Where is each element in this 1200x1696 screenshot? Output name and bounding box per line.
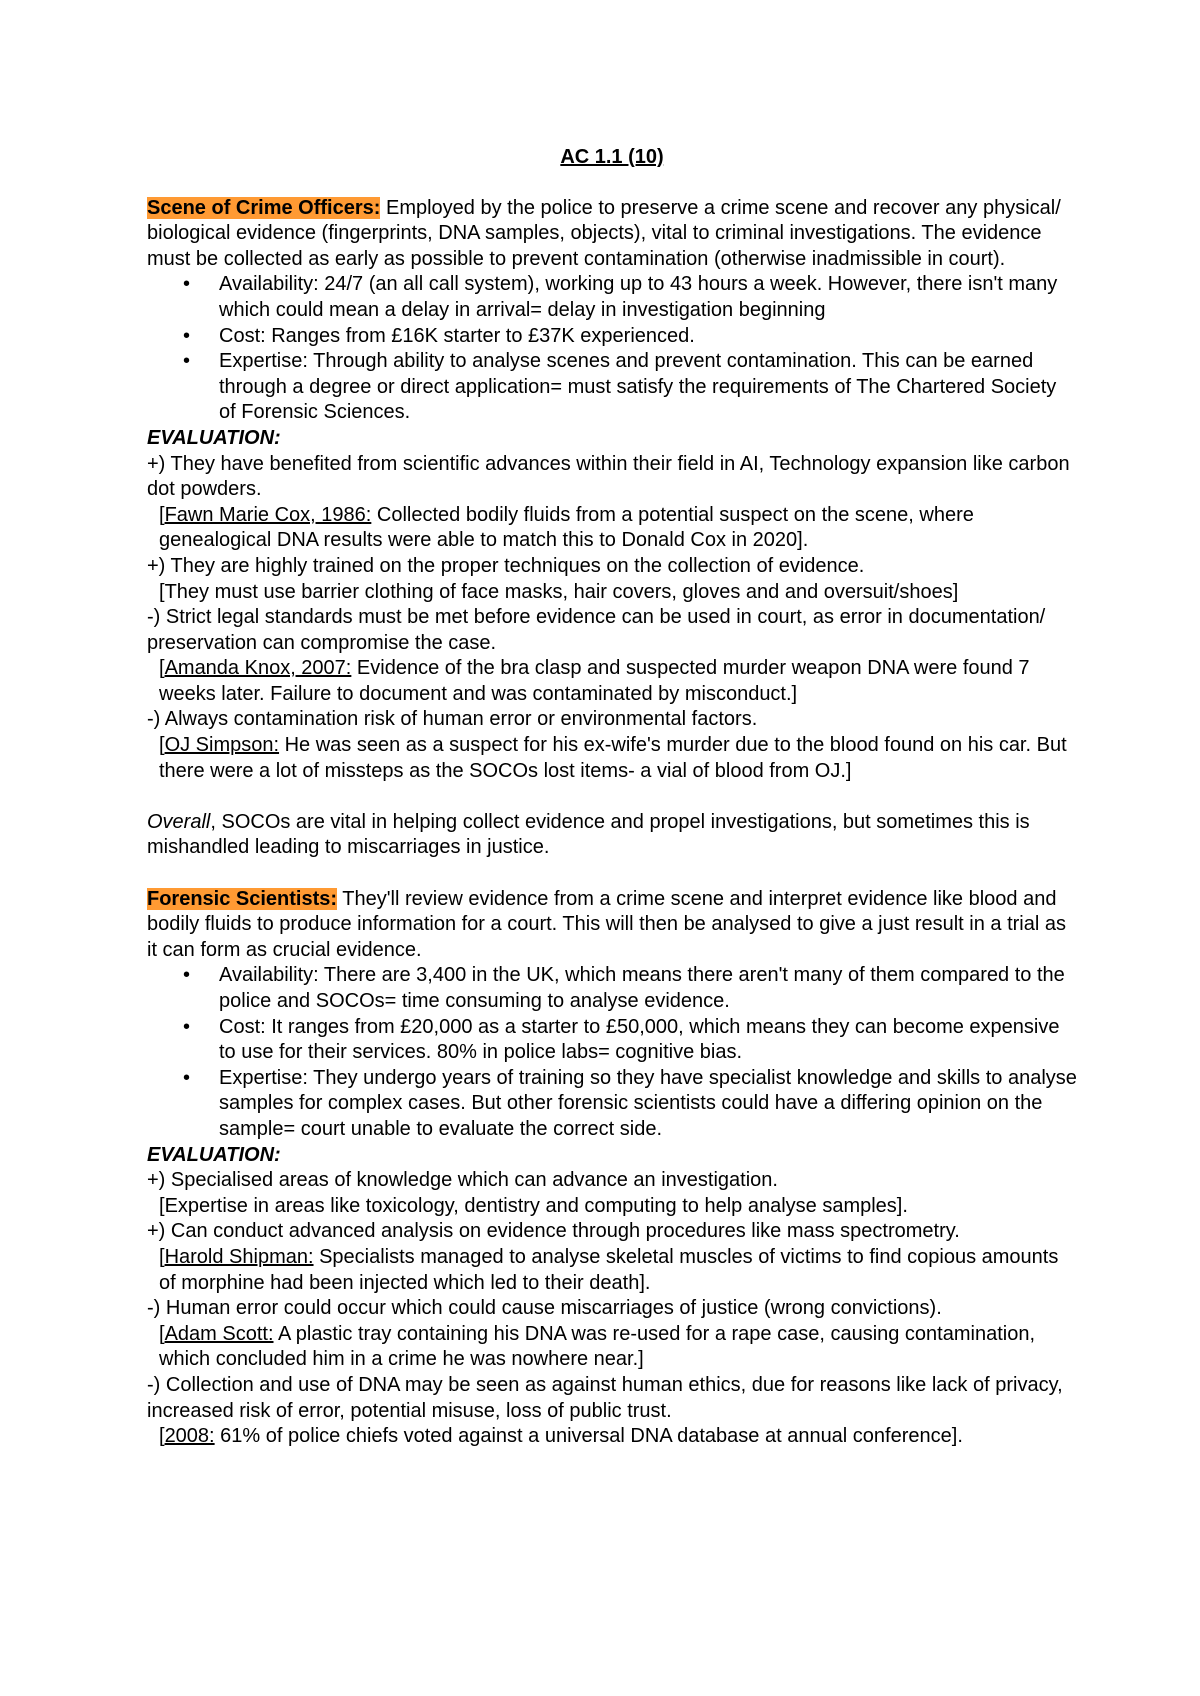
forensic-point-4: -) Collection and use of DNA may be seen as against human ethics, due for reasons like lack of privacy, increased risk of error, potential misuse, loss of public trust.: [147, 1373, 1063, 1422]
forensic-bullet-availability: • Availability: There are 3,400 in the UK, which means there aren't many of them compared to the police and SOCOs= time consuming to analyse evidence.: [147, 963, 1077, 1014]
forensic-intro: [147, 887, 1077, 964]
example-text: Expertise in areas like toxicology, dentistry and computing to help analyse samples].: [164, 1194, 908, 1217]
soco-point-4: -) Always contamination risk of human error or environmental factors.: [147, 708, 758, 731]
forensic-intro-text: They'll review evidence from a crime scene and interpret evidence like blood and bodily fluids to produce information for a court. This will then be analysed to give a just result in a trial as it can form as crucial evidence.: [147, 887, 1066, 961]
example-bracket: [: [159, 1322, 165, 1345]
forensic-point-1: +) Specialised areas of knowledge which can advance an investigation.: [147, 1169, 778, 1192]
example-label: OJ Simpson:: [164, 734, 280, 757]
soco-example-1: [147, 503, 1077, 554]
soco-bullet-availability: • Availability: 24/7 (an all call system), working up to 43 hours a week. However, there isn't many which could mean a delay in arrival= delay in investigation beginning: [147, 272, 1077, 323]
example-text: Collected bodily fluids from a potential suspect on the scene, where genealogical DNA results were able to match this to Donald Cox in 2020].: [159, 503, 974, 552]
forensic-bullet-expertise: • Expertise: They undergo years of training so they have specialist knowledge and skills to analyse samples for complex cases. But other forensic scientists could have a differing opinion on the sample= court unable to evaluate the correct side.: [147, 1066, 1077, 1143]
forensic-bullet-cost: • Cost: It ranges from £20,000 as a starter to £50,000, which means they can become expensive to use for their services. 80% in police labs= cognitive bias.: [147, 1015, 1077, 1066]
overall-label: Overall: [147, 810, 211, 833]
example-text: Evidence of the bra clasp and suspected murder weapon DNA were found 7 weeks later. Failure to document and was contaminated by misconduct.]: [159, 657, 1030, 705]
example-label: Harold Shipman:: [164, 1245, 314, 1268]
example-text: 61% of police chiefs voted against a universal DNA database at annual conference].: [214, 1425, 963, 1448]
soco-intro: [147, 196, 1077, 273]
forensic-point-3: -) Human error could occur which could cause miscarriages of justice (wrong convictions).: [147, 1297, 942, 1320]
example-bracket: [: [159, 734, 165, 757]
example-text: A plastic tray containing his DNA was re-used for a rape case, causing contamination, which concluded him in a crime he was nowhere near.]: [159, 1322, 1036, 1371]
example-label: Adam Scott:: [164, 1322, 274, 1345]
soco-bullet-expertise: • Expertise: Through ability to analyse scenes and prevent contamination. This can be earned through a degree or direct application= must satisfy the requirements of The Chartered Society of Forensic Sciences.: [147, 349, 1077, 426]
page-title: AC 1.1 (10): [560, 146, 664, 168]
soco-point-1: +) They have benefited from scientific advances within their field in AI, Technology expansion like carbon dot powders.: [147, 452, 1070, 501]
soco-bullet-list: [147, 272, 1077, 426]
spacer: [147, 784, 1077, 810]
forensic-example-4: [147, 1424, 1077, 1450]
example-bracket: [: [159, 1194, 165, 1217]
soco-example-3: [147, 656, 1077, 707]
example-bracket: [: [159, 1425, 165, 1448]
soco-point-3: -) Strict legal standards must be met before evidence can be used in court, as error in documentation/ preservation can compromise the case.: [147, 606, 1046, 654]
example-label: 2008:: [164, 1425, 215, 1448]
soco-example-2: [147, 580, 1077, 606]
forensic-heading: Forensic Scientists:: [147, 887, 338, 910]
soco-heading: Scene of Crime Officers:: [147, 196, 381, 219]
example-bracket: [: [159, 657, 165, 680]
example-label: Amanda Knox, 2007:: [164, 657, 352, 680]
forensic-example-1: [147, 1194, 1077, 1220]
soco-point-2: +) They are highly trained on the proper techniques on the collection of evidence.: [147, 554, 865, 577]
example-bracket: [: [159, 580, 165, 603]
example-text: He was seen as a suspect for his ex-wife's murder due to the blood found on his car. But there were a lot of missteps as the SOCOs lost items- a vial of blood from OJ.]: [159, 734, 1067, 782]
soco-intro-text: Employed by the police to preserve a crime scene and recover any physical/ biological evidence (fingerprints, DNA samples, objects), vital to criminal investigations. The evidence must be collected as early as possible to prevent contamination (otherwise inadmissible in court).: [147, 196, 1061, 270]
forensic-bullet-list: [147, 963, 1077, 1142]
document-page: [147, 145, 1077, 1450]
example-text: They must use barrier clothing of face masks, hair covers, gloves and and oversuit/shoes]: [164, 580, 959, 603]
example-bracket: [: [159, 503, 165, 526]
forensic-evaluation-heading: EVALUATION:: [147, 1143, 281, 1166]
soco-evaluation-heading: EVALUATION:: [147, 426, 281, 449]
forensic-example-3: [147, 1322, 1077, 1373]
example-label: Fawn Marie Cox, 1986:: [164, 503, 372, 526]
forensic-example-2: [147, 1245, 1077, 1296]
example-bracket: [: [159, 1245, 165, 1268]
example-text: Specialists managed to analyse skeletal muscles of victims to find copious amounts of morphine had been injected which led to their death].: [159, 1245, 1059, 1294]
soco-bullet-cost: • Cost: Ranges from £16K starter to £37K experienced.: [147, 324, 1077, 350]
spacer: [147, 861, 1077, 887]
forensic-point-2: +) Can conduct advanced analysis on evidence through procedures like mass spectrometry.: [147, 1220, 960, 1243]
overall-text: , SOCOs are vital in helping collect evidence and propel investigations, but sometimes this is mishandled leading to miscarriages in justice.: [147, 810, 1030, 859]
soco-example-4: [147, 733, 1077, 784]
soco-overall: [147, 810, 1077, 861]
